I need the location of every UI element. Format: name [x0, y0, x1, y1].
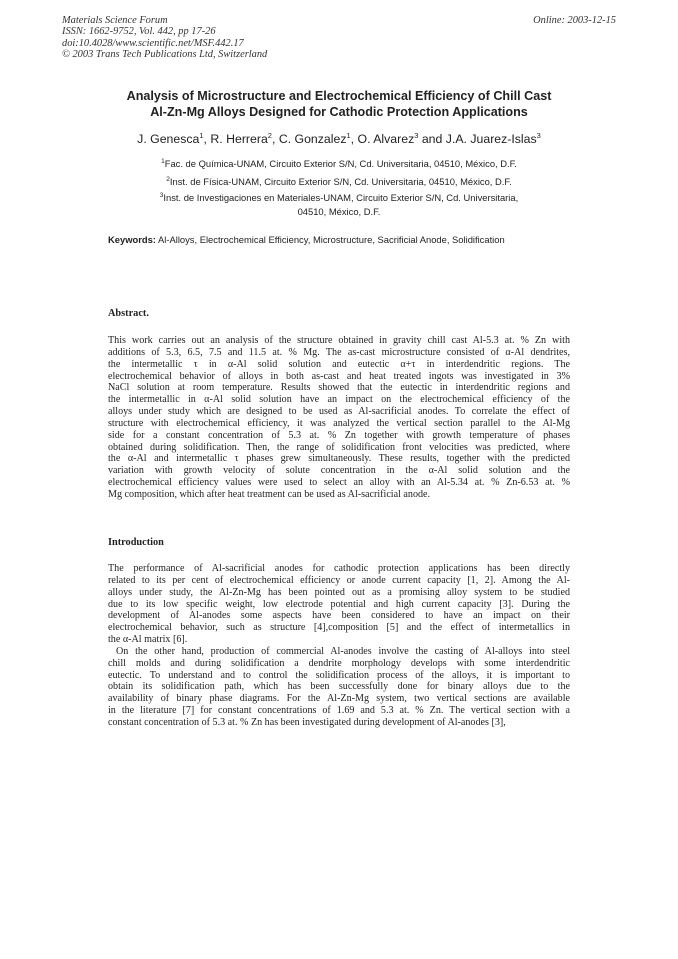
journal-name: Materials Science Forum [62, 15, 168, 26]
abstract-line: the intermetallic τ in α-Al solid solution and eutectic α+τ in interdendritic regions. The [108, 358, 570, 370]
author-affiliation-mark: 1 [346, 131, 351, 140]
author-name: J. Genesca [137, 132, 200, 147]
doi-line[interactable]: doi:10.4028/www.scientific.net/MSF.442.17 [62, 37, 244, 49]
keywords-text: Al-Alloys, Electrochemical Efficiency, Microstructure, Sacrificial Anode, Solidification [158, 234, 505, 245]
introduction-line: On the other hand, production of commercial Al-anodes involve the casting of Al-alloys into steel [116, 645, 570, 657]
introduction-line: due to its low specific weight, low electrode potential and high current capacity [3]. During the [108, 598, 570, 610]
introduction-line: obtain its solidification path, which has been successfully done for binary alloys due to the [108, 681, 570, 693]
introduction-body [108, 563, 570, 729]
author-affiliation-mark: 3 [536, 131, 541, 140]
introduction-line: development of Al-anodes some aspects have been considered to have an impact on their [108, 610, 570, 622]
abstract-line: This work carries out an analysis of the structure obtained in gravity chill cast Al-5.3 at. % Zn with [108, 335, 570, 346]
author-name: R. Herrera [210, 132, 268, 147]
abstract-line: electrochemical efficiency values were used to select an alloy with an Al-5.34 at. % Zn-6.53 at. % [108, 477, 570, 489]
author-separator: , [203, 132, 211, 147]
abstract-line: alloys under study which are designed to be used as Al-sacrificial anodes. To correlate the effect of [108, 406, 570, 418]
abstract-line: Mg composition, which after heat treatment can be used as Al-sacrificial anode. [108, 488, 431, 500]
introduction-line: in the literature [7] for constant concentrations of 1.69 and 5.3 at. % Zn. The vertical section with a [108, 705, 570, 717]
abstract-line: electrochemical behavior of alloys in both as-cast and heat treated ingots was investigated in 3% [108, 370, 570, 382]
introduction-line: constant concentration of 5.3 at. % Zn has been investigated during development of Al-anodes [3], [108, 716, 506, 728]
abstract-line: obtained during solidification. Then, the range of solidification front velocities was predicted, where [108, 441, 570, 453]
title-line-2: Al-Zn-Mg Alloys Designed for Cathodic Protection Applications [150, 105, 528, 119]
abstract-line: NaCl solution at room temperature. Results showed that the eutectic in interdendritic regions and [108, 382, 570, 394]
paper-title [90, 88, 588, 120]
author-separator: , [271, 132, 279, 147]
journal-header [62, 15, 267, 61]
introduction-line: eutectic. To understand and to control the solidification process of the alloys, it is important to [108, 669, 570, 681]
abstract-heading: Abstract. [108, 308, 149, 319]
author-affiliation-mark: 1 [199, 131, 204, 140]
introduction-line: alloys under study, the Al-Zn-Mg has been pointed out as a promising alloy system to be studied [108, 586, 570, 598]
title-line-1: Analysis of Microstructure and Electrochemical Efficiency of Chill Cast [126, 89, 552, 103]
introduction-line: availability of binary phase diagrams. For the Al-Zn-Mg system, two vertical sections are available [108, 693, 570, 705]
author-name: C. Gonzalez [278, 132, 347, 147]
affiliation-1: $^1$Fac. de Química-UNAM, Circuito Exterior S/N, Cd. Universitaria, 04510, México, D.F. [161, 158, 517, 170]
affiliation-3: $^3$Inst. de Investigaciones en Materiales-UNAM, Circuito Exterior S/N, Cd. Universitaria, 04510, México, D.F. [159, 192, 519, 217]
introduction-line: electrochemical behavior, such as structure [4],composition [5] and the effect of intermetallics in [108, 622, 570, 634]
author-affiliation-mark: 3 [414, 131, 419, 140]
abstract-line: additions of 5.3, 6.5, 7.5 and 11.5 at. % Mg. The as-cast microstructure consisted of α-Al dendrites, [108, 346, 570, 358]
introduction-line: chill molds and during solidification a dendrite morphology develops with some interdendritic [108, 657, 570, 669]
author-affiliation-mark: 2 [267, 131, 272, 140]
abstract-line: the intermetallic in α-Al solid solution have an impact on the electrochemical efficiency of the [108, 394, 570, 406]
author-separator: , [350, 132, 358, 147]
affiliations [100, 154, 578, 218]
author-name: O. Alvarez [357, 132, 415, 147]
issn-line: ISSN: 1662-9752, Vol. 442, pp 17-26 [62, 26, 216, 38]
abstract-line: variation with growth velocity of solute concentration in the α-Al solid solution and the [108, 465, 570, 477]
copyright-line: © 2003 Trans Tech Publications Ltd, Switzerland [62, 49, 268, 61]
affiliation-2: $^2$Inst. de Física-UNAM, Circuito Exterior S/N, Cd. Universitaria, 04510, México, D.F. [166, 175, 512, 187]
introduction-heading: Introduction [108, 537, 164, 548]
abstract-body [108, 335, 570, 501]
keywords-label: Keywords: [108, 234, 156, 245]
keywords [108, 234, 578, 245]
author-separator: and [418, 132, 446, 147]
introduction-line: related to its per cent of electrochemical efficiency or anode current capacity [1, 2]. Among the Al- [108, 574, 570, 586]
author-name: J.A. Juarez-Islas [445, 132, 537, 147]
introduction-line: the α-Al matrix [6]. [108, 634, 188, 646]
abstract-line: the α-Al and intermetallic τ phases grew simultaneously. These results, together with the predicted [108, 453, 570, 465]
online-date: Online: 2003-12-15 [533, 15, 616, 26]
abstract-line: side for a constant concentration of 5.3 at. % Zn together with growth temperature of phases [108, 429, 570, 441]
introduction-line: The performance of Al-sacrificial anodes for cathodic protection applications has been directly [108, 563, 570, 574]
abstract-line: structure with electrochemical efficiency, it was analyzed the vertical section parallel to the Al-Mg [108, 417, 570, 429]
author-list [80, 131, 598, 146]
